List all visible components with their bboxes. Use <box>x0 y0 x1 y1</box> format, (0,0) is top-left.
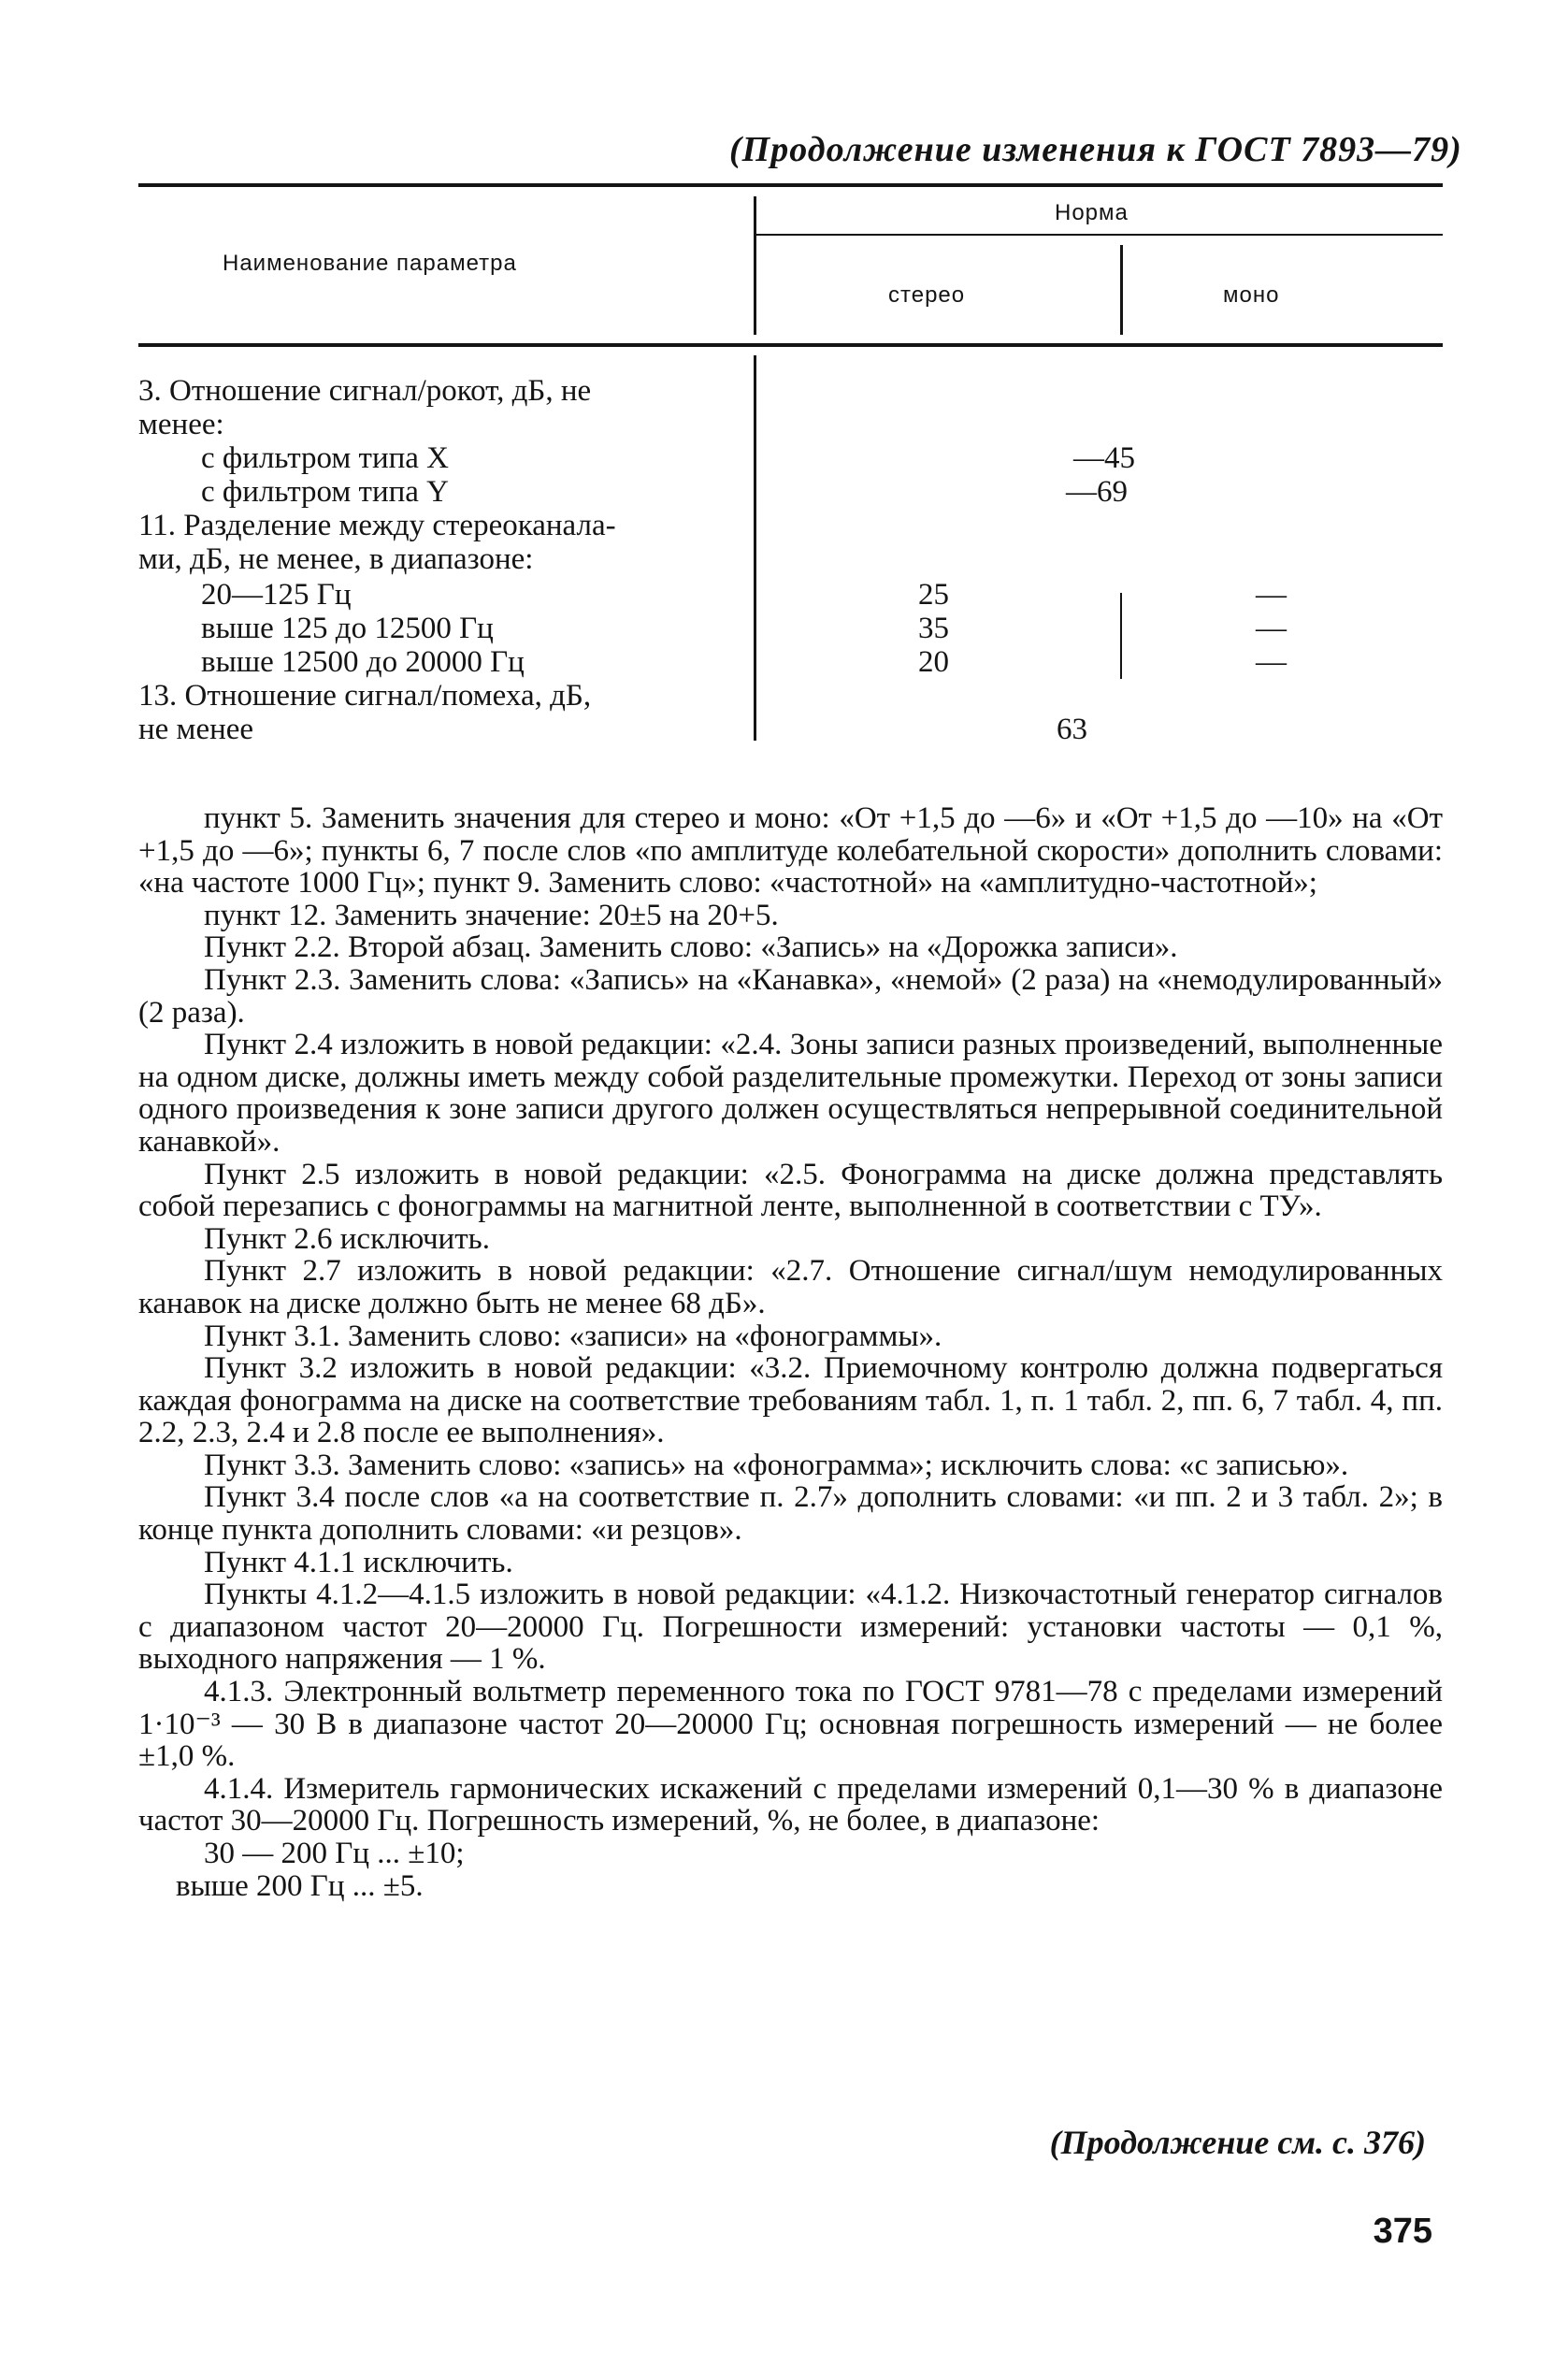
paragraph: Пункты 4.1.2—4.1.5 изложить в новой редакции: «4.1.2. Низкочастотный генератор сигналов с диапазоном частот 20—20000 Гц. Погрешности измерений: установки частоты — 0,1 %, выходного напряжения — 1 %. <box>138 1578 1443 1677</box>
table-row-text: менее: <box>138 408 224 441</box>
table-row-text: 11. Разделение между стереоканала- <box>138 509 616 542</box>
table-row-text: ми, дБ, не менее, в диапазоне: <box>138 542 534 576</box>
paragraph: Пункт 3.2 изложить в новой редакции: «3.2. Приемочному контролю должна подвергаться каждая фонограмма на диске на соответствие требованиям табл. 1, п. 1 табл. 2, пп. 6, 7 табл. 4, пп. 2.2, 2.3, 2.4 и 2.8 после ее выполнения». <box>138 1351 1443 1450</box>
table-cell-common: —69 <box>1066 475 1128 509</box>
amendment-body <box>138 802 1443 1902</box>
paragraph: пункт 5. Заменить значения для стерео и моно: «От +1,5 до —6» и «От +1,5 до —10» на «От +1,5 до —6»; пункты 6, 7 после слов «по амплитуде колебательной скорости» дополнить словами: «на частоте 1000 Гц»; пункт 9. Заменить слово: «частотной» на «амплитудно-частотной»; <box>138 801 1443 901</box>
table-cell-mono: — <box>1256 578 1287 612</box>
table-cell-common: —45 <box>1073 441 1135 475</box>
paragraph: Пункт 2.4 изложить в новой редакции: «2.4. Зоны записи разных произведений, выполненные на одном диске, должны иметь между собой разделительные промежутки. Переход от зоны записи одного произведения к зоне записи другого должен осуществляться непрерывной соединительной канавкой». <box>138 1028 1443 1159</box>
table-cell-common: 63 <box>1057 713 1087 746</box>
table-cell-mono: — <box>1256 645 1287 679</box>
page-header: (Продолжение изменения к ГОСТ 7893—79) <box>729 130 1462 169</box>
paragraph: Пункт 4.1.1 исключить. <box>204 1545 513 1579</box>
body-col-divider <box>754 355 756 741</box>
table-row-text: 20—125 Гц <box>201 578 352 612</box>
paragraph: пункт 12. Заменить значение: 20±5 на 20+5. <box>204 898 779 932</box>
table-row-text: 13. Отношение сигнал/помеха, дБ, <box>138 679 592 713</box>
paragraph: Пункт 3.4 после слов «а на соответствие п. 2.7» дополнить словами: «и пп. 2 и 3 табл. 2»; в конце пункта дополнить словами: «и резцов». <box>138 1480 1443 1548</box>
paragraph: 4.1.3. Электронный вольтметр переменного тока по ГОСТ 9781—78 с пределами измерений 1·10⁻³ — 30 В в диапазоне частот 20—20000 Гц; основная погрешность измерений — не более ±1,0 %. <box>138 1675 1443 1774</box>
norm-underline <box>755 234 1443 236</box>
paragraph: Пункт 2.2. Второй абзац. Заменить слово: «Запись» на «Дорожка записи». <box>204 930 1178 965</box>
paragraph: 4.1.4. Измеритель гармонических искажений с пределами измерений 0,1—30 % в диапазоне частот 30—20000 Гц. Погрешность измерений, %, не более, в диапазоне: <box>138 1771 1443 1838</box>
body-stereo-mono-divider <box>1120 593 1122 679</box>
paragraph: выше 200 Гц ... ±5. <box>176 1868 424 1903</box>
col-stereo-header: стерео <box>888 282 966 308</box>
table-row-text: не менее <box>138 713 254 746</box>
col-mono-header: моно <box>1223 282 1280 308</box>
table-cell-mono: — <box>1256 612 1287 645</box>
table-row-text: выше 12500 до 20000 Гц <box>201 645 525 679</box>
table-row-text: выше 125 до 12500 Гц <box>201 612 494 645</box>
header-col-divider <box>754 196 756 335</box>
paragraph: Пункт 3.3. Заменить слово: «запись» на «фонограмма»; исключить слова: «с записью». <box>204 1448 1349 1482</box>
paragraph: Пункт 2.6 исключить. <box>204 1221 490 1256</box>
table-row-text: с фильтром типа Y <box>201 475 449 509</box>
table-cell-stereo: 20 <box>918 645 949 679</box>
paragraph: Пункт 2.5 изложить в новой редакции: «2.5. Фонограмма на диске должна представлять собой перезапись с фонограммы на магнитной ленте, выполненной в соответствии с ТУ». <box>138 1157 1443 1224</box>
table-row-text: с фильтром типа X <box>201 441 449 475</box>
table-cell-stereo: 25 <box>918 578 949 612</box>
stereo-mono-divider <box>1120 245 1123 335</box>
col-norm-header: Норма <box>1055 200 1129 225</box>
table-row-text: 3. Отношение сигнал/рокот, дБ, не <box>138 374 592 408</box>
table-top-rule <box>138 183 1443 187</box>
page-number: 375 <box>1373 2212 1432 2251</box>
paragraph: Пункт 2.7 изложить в новой редакции: «2.7. Отношение сигнал/шум немодулированных канавок на диске должно быть не менее 68 дБ». <box>138 1254 1443 1320</box>
col-param-header: Наименование параметра <box>223 251 517 276</box>
table-header-bottom-rule <box>138 343 1443 347</box>
footer-continuation: (Продолжение см. с. 376) <box>1049 2124 1426 2161</box>
paragraph: Пункт 3.1. Заменить слово: «записи» на «фонограммы». <box>204 1319 942 1353</box>
paragraph: 30 — 200 Гц ... ±10; <box>204 1837 465 1870</box>
table-cell-stereo: 35 <box>918 612 949 645</box>
paragraph: Пункт 2.3. Заменить слова: «Запись» на «Канавка», «немой» (2 раза) на «немодулированный» (2 раза). <box>138 962 1443 1030</box>
